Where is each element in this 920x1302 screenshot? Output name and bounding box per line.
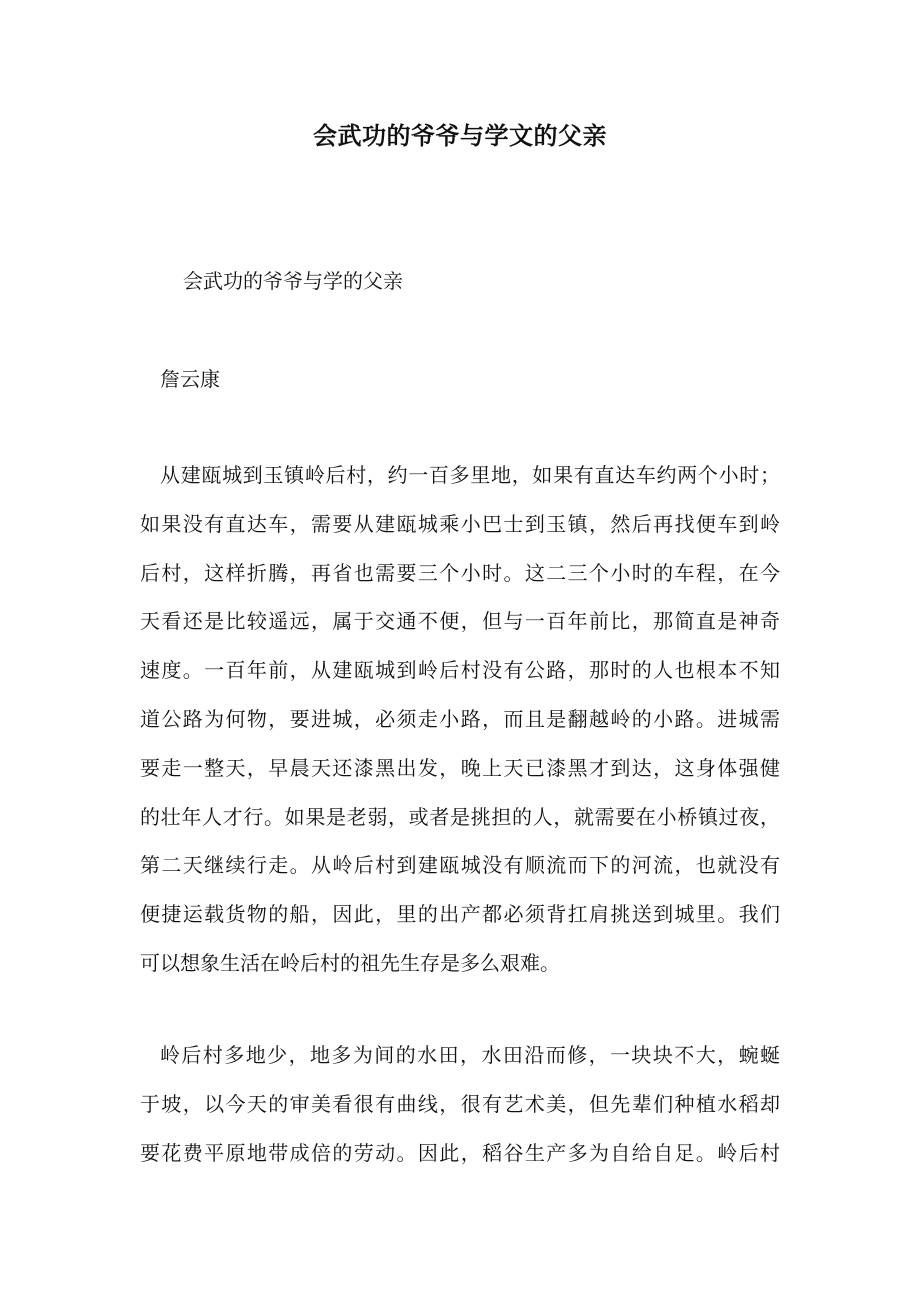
paragraph-line: 天看还是比较遥远，属于交通不便，但与一百年前比，那简直是神奇: [140, 609, 780, 634]
paragraph-line: 的壮年人才行。如果是老弱，或者是挑担的人，就需要在小桥镇过夜，: [140, 804, 780, 829]
paragraph-line: 从建瓯城到玉镇岭后村，约一百多里地，如果有直达车约两个小时；: [160, 463, 780, 487]
subtitle: 会武功的爷爷与学的父亲: [183, 269, 403, 293]
body-paragraph-1: [140, 451, 780, 988]
paragraph-line: 速度。一百年前，从建瓯城到岭后村没有公路，那时的人也根本不知: [140, 658, 780, 683]
paragraph-line: 道公路为何物，要进城，必须走小路，而且是翻越岭的小路。进城需: [140, 706, 780, 731]
author-name: 詹云康: [160, 367, 220, 391]
paragraph-line: 可以想象生活在岭后村的祖先生存是多么艰难。: [140, 950, 560, 975]
paragraph-line: 要走一整天，早晨天还漆黑出发，晚上天已漆黑才到达，这身体强健: [140, 755, 780, 780]
paragraph-line: 于坡，以今天的审美看很有曲线，很有艺术美，但先辈们种植水稻却: [140, 1091, 780, 1116]
paragraph-line: 便捷运载货物的船，因此，里的出产都必须背扛肩挑送到城里。我们: [140, 902, 780, 927]
paragraph-line: 要花费平原地带成倍的劳动。因此，稻谷生产多为自给自足。岭后村: [140, 1140, 780, 1165]
body-paragraph-2: [140, 1031, 780, 1177]
paragraph-line: 如果没有直达车，需要从建瓯城乘小巴士到玉镇，然后再找便车到岭: [140, 511, 780, 536]
paragraph-line: 第二天继续行走。从岭后村到建瓯城没有顺流而下的河流，也就没有: [140, 853, 780, 878]
paragraph-line: 岭后村多地少，地多为间的水田，水田沿而修，一块块不大，蜿蜒: [160, 1043, 780, 1067]
paragraph-line: 后村，这样折腾，再省也需要三个小时。这二三个小时的车程，在今: [140, 560, 780, 585]
document-title: 会武功的爷爷与学文的父亲: [313, 121, 607, 150]
